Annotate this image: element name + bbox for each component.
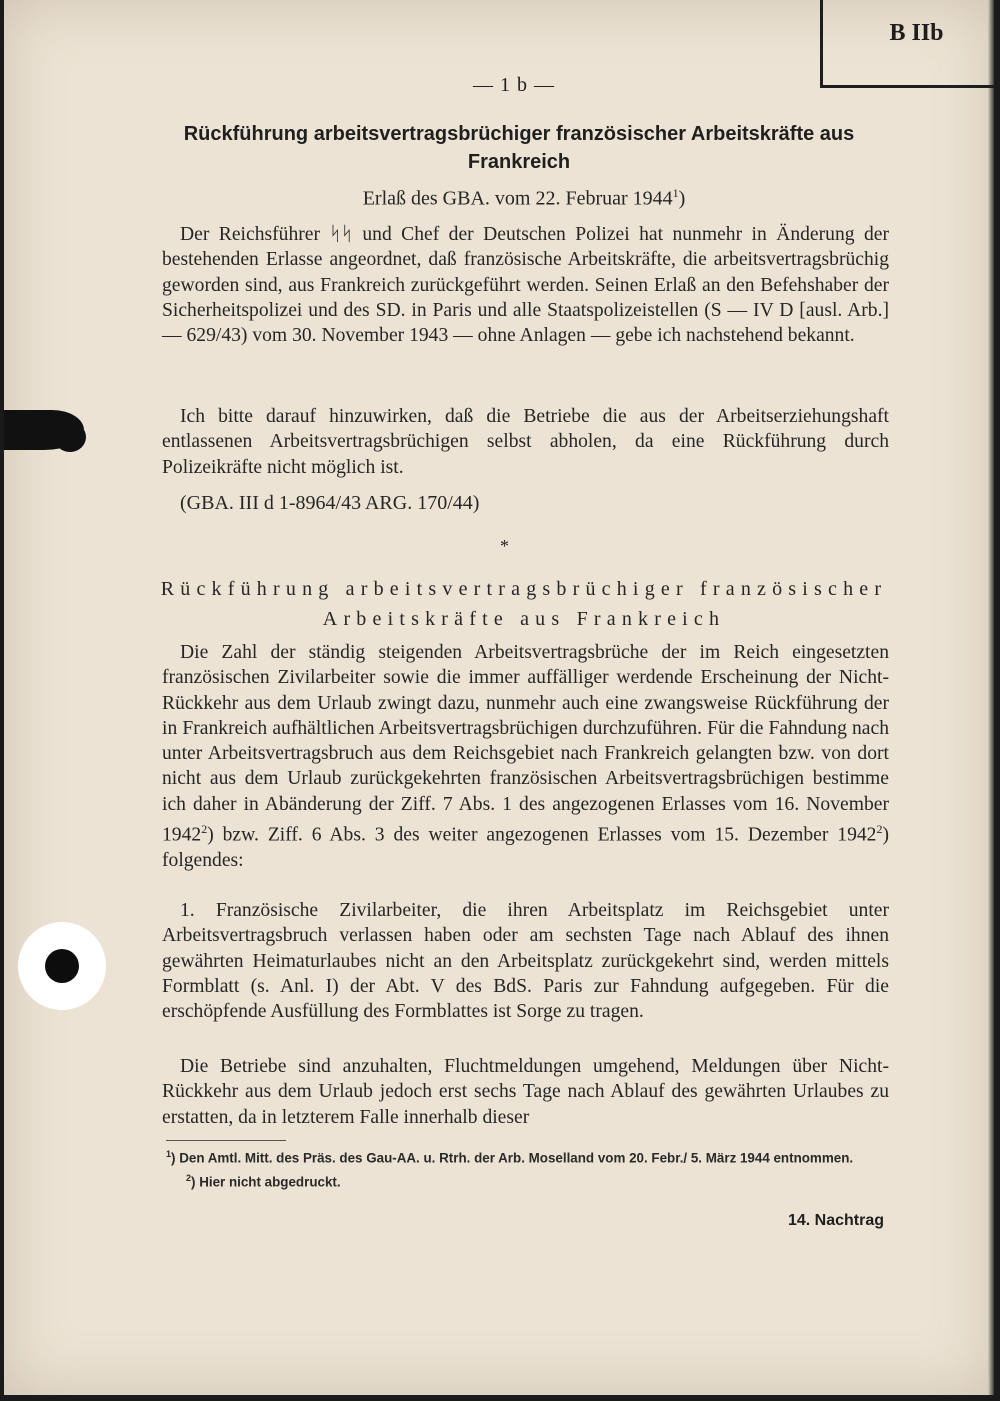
- footnote-1-mark: 1: [166, 1149, 172, 1159]
- closing-paragraph: Die Betriebe sind anzuhalten, Fluchtmeldungen umgehend, Meldungen über Nicht-Rückkehr aus dem Urlaub jedoch erst sechs Tage nach Ablauf des gewährten Urlaubes zu erstatten, da in letzterem Falle innerhalb dieser: [162, 1056, 889, 1128]
- footnote-2-text: ) Hier nicht abgedruckt.: [191, 1174, 341, 1190]
- supplement-label: 14. Nachtrag: [787, 1212, 884, 1229]
- footnote-2: [166, 1168, 892, 1192]
- numbered-paragraph-1: 1. Französische Zivilarbeiter, die ihren Arbeitsplatz im Reichsgebiet unter Arbeitsvertragsbruch verlassen haben oder am sechsten Tage nach Ablauf des ihnen gewährten Heimaturlaubes nicht an den Arbeitsplatz zurückgekehrt sind, werden mittels Formblatt (s. Anl. I) der Abt. V des BdS. Paris zur Fahndung aufgegeben. Für die erschöpfende Ausfüllung des Formblattes ist Sorge zu tragen.: [162, 900, 889, 1023]
- section-paragraph-text-c: ) folgendes:: [162, 824, 889, 871]
- footnote-mark: 2: [201, 822, 208, 837]
- section-title: Rückführung arbeitsvertragsbrüchiger französischer Arbeitskräfte aus Frankreich: [160, 578, 888, 630]
- footnote-1-text: ) Den Amtl. Mitt. des Präs. des Gau-AA. u. Rtrh. der Arb. Moselland vom 20. Febr./ 5. März 1944 entnommen.: [171, 1150, 854, 1166]
- section-paragraph-1: [162, 640, 889, 873]
- page-edge-shadow: [988, 0, 994, 1395]
- reference-number: (GBA. III d 1-8964/43 ARG. 170/44): [180, 492, 480, 514]
- document-page: [4, 0, 994, 1395]
- decree-text: Erlaß des GBA. vom 22. Februar 1944: [362, 187, 673, 210]
- classification-label: B IIb: [889, 20, 944, 46]
- decree-closing: ): [678, 187, 686, 210]
- ink-blot-mark: [4, 410, 84, 450]
- document-title: Rückführung arbeitsvertragsbrüchiger französischer Arbeitskräfte aus Frankreich: [183, 123, 855, 173]
- footnote-divider: [166, 1140, 286, 1141]
- footnote-2-mark: 2: [186, 1173, 192, 1184]
- footnote-mark: 2: [876, 822, 883, 837]
- page-number: — 1 b —: [473, 74, 555, 96]
- footnote-1: [166, 1144, 892, 1168]
- section-paragraph-text-b: ) bzw. Ziff. 6 Abs. 3 des weiter angezogenen Erlasses vom 15. Dezember 1942: [207, 824, 877, 846]
- section-paragraph-text-a: Die Zahl der ständig steigenden Arbeitsvertragsbrüche der im Reich eingesetzten französischen Zivilarbeiter sowie die immer auffälliger werdende Erscheinung der Nicht-Rückkehr aus dem Urlaub zwingt dazu, nunmehr auch eine zwangsweise Rückführung der in Frankreich aufhältlichen Arbeitsvertragsbrüchigen durchzuführen. Für die Fahndung nach unter Arbeitsvertragsbruch aus dem Reichsgebiet nach Frankreich gelangten bzw. von dort nicht aus dem Urlaub zurückgekehrten französischen Arbeitsvertragsbrüchigen bestimme ich daher in Abänderung der Ziff. 7 Abs. 1 des angezogenen Erlasses vom 16. November 1942: [162, 642, 889, 846]
- intro-paragraph-1: Der Reichsführer ᛋᛋ und Chef der Deutschen Polizei hat nunmehr in Änderung der bestehenden Erlasse angeordnet, daß französische Arbeitskräfte, die arbeitsvertragsbrüchig geworden sind, aus Frankreich zurückgeführt werden. Seinen Erlaß an den Befehshaber der Sicherheitspolizei und des SD. in Paris und alle Staatspolizeistellen (S — IV D [ausl. Arb.] — 629/43) vom 30. November 1943 — ohne Anlagen — gebe ich nachstehend bekannt.: [162, 224, 889, 347]
- section-separator: *: [500, 536, 509, 556]
- punch-hole: [18, 922, 106, 1010]
- decree-footnote-mark: 1: [672, 186, 679, 200]
- footnotes: [166, 1144, 892, 1193]
- decree-line: [154, 186, 894, 211]
- intro-paragraph-2: Ich bitte darauf hinzuwirken, daß die Betriebe die aus der Arbeitserziehungshaft entlassenen Arbeitsvertragsbrüchigen selbst abholen, da eine Rückführung durch Polizeikräfte nicht möglich ist.: [162, 406, 889, 478]
